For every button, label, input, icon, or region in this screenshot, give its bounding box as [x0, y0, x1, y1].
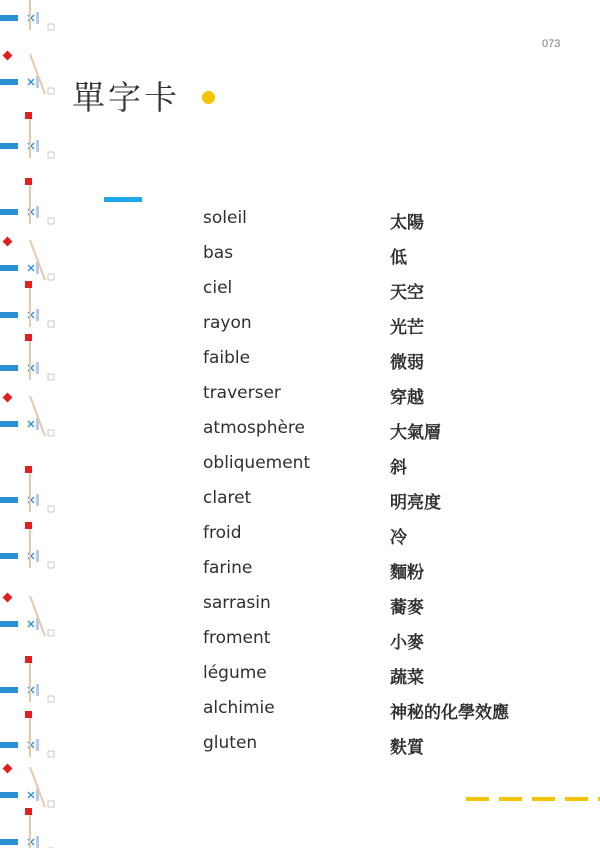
- vocab-chinese: 天空: [390, 283, 424, 303]
- vocab-french: ciel: [203, 278, 233, 298]
- vocab-row: [0, 278, 600, 313]
- deco-outline-square: [48, 321, 54, 327]
- deco-red-flag: [25, 281, 32, 288]
- margin-motif: [0, 237, 54, 280]
- margin-motif: [0, 711, 54, 757]
- deco-cross: [28, 621, 34, 627]
- vocab-french: claret: [203, 488, 252, 508]
- deco-blue-bar: [0, 365, 18, 371]
- deco-outline-square: [48, 152, 54, 158]
- vocab-row: [0, 488, 600, 523]
- deco-red-flag: [25, 808, 32, 815]
- deco-blue-bar: [0, 143, 18, 149]
- deco-blue-bar: [0, 742, 18, 748]
- vocab-chinese: 冷: [390, 528, 407, 548]
- margin-motif: [0, 334, 54, 380]
- deco-outline-square: [48, 24, 54, 30]
- vocab-french: froid: [203, 523, 242, 543]
- deco-blue-bar: [0, 621, 18, 627]
- deco-cross: [28, 79, 34, 85]
- deco-red-flag: [25, 178, 32, 185]
- vocab-row: [0, 208, 600, 243]
- vocab-french: légume: [203, 663, 267, 683]
- vocab-french: farine: [203, 558, 253, 578]
- vocab-french: rayon: [203, 313, 252, 333]
- vocab-french: atmosphère: [203, 418, 305, 438]
- vocab-chinese: 太陽: [390, 213, 424, 233]
- deco-outline-square: [48, 562, 54, 568]
- deco-outline-square: [48, 88, 54, 94]
- title-dot-icon: [202, 91, 215, 104]
- vocab-row: [0, 663, 600, 698]
- deco-stick: [36, 739, 39, 751]
- deco-outline-square: [48, 801, 54, 807]
- vocab-row: [0, 383, 600, 418]
- deco-outline-square: [48, 218, 54, 224]
- margin-motif: [0, 281, 54, 327]
- deco-blue-bar: [0, 209, 18, 215]
- deco-red-flag: [3, 593, 13, 603]
- deco-blue-bar: [0, 79, 18, 85]
- deco-blue-bar: [0, 792, 18, 798]
- deco-red-flag: [3, 51, 13, 61]
- vocab-chinese: 斜: [390, 458, 407, 478]
- dash-segment: [532, 797, 555, 801]
- vocab-french: gluten: [203, 733, 258, 753]
- deco-outline-square: [48, 630, 54, 636]
- margin-motif: [0, 656, 54, 702]
- yellow-dashed-line: [466, 797, 600, 801]
- deco-outline-square: [48, 506, 54, 512]
- vocab-row: [0, 593, 600, 628]
- deco-outline-square: [48, 374, 54, 380]
- deco-stick: [36, 140, 39, 152]
- deco-blue-bar: [0, 15, 18, 21]
- vocab-french: alchimie: [203, 698, 275, 718]
- deco-red-flag: [25, 522, 32, 529]
- page-title: 單字卡: [72, 78, 180, 117]
- deco-outline-square: [48, 751, 54, 757]
- deco-cross: [28, 421, 34, 427]
- vocab-row: [0, 628, 600, 663]
- deco-blue-bar: [0, 421, 18, 427]
- deco-red-flag: [25, 112, 32, 119]
- deco-outline-square: [48, 274, 54, 280]
- vocab-row: [0, 558, 600, 593]
- deco-red-flag: [25, 711, 32, 718]
- vocab-chinese: 麵粉: [390, 563, 424, 583]
- vocab-row: [0, 348, 600, 383]
- margin-motif: [0, 0, 54, 30]
- dash-segment: [466, 797, 489, 801]
- deco-outline-square: [48, 696, 54, 702]
- deco-red-flag: [25, 466, 32, 473]
- vocab-row: [0, 453, 600, 488]
- margin-motif: [0, 112, 54, 158]
- deco-stick: [36, 309, 39, 321]
- vocab-chinese: 明亮度: [390, 493, 441, 513]
- vocab-chinese: 蔬菜: [390, 668, 424, 688]
- vocab-french: soleil: [203, 208, 247, 228]
- vocab-row: [0, 698, 600, 733]
- deco-red-flag: [25, 656, 32, 663]
- deco-blue-bar: [0, 687, 18, 693]
- vocab-chinese: 蕎麥: [390, 598, 424, 618]
- deco-red-flag: [3, 393, 13, 403]
- title-group: [72, 72, 215, 119]
- vocab-french: obliquement: [203, 453, 311, 473]
- deco-red-flag: [3, 764, 13, 774]
- vocab-chinese: 光芒: [390, 318, 424, 338]
- vocab-chinese: 穿越: [390, 388, 424, 408]
- dash-segment: [499, 797, 522, 801]
- deco-stick: [36, 836, 39, 848]
- deco-blue-bar: [0, 553, 18, 559]
- deco-red-flag: [3, 237, 13, 247]
- margin-motif: [0, 178, 54, 224]
- deco-blue-bar: [0, 839, 18, 845]
- margin-motif: [0, 593, 54, 636]
- blue-accent-bar: [104, 197, 142, 202]
- deco-stick: [36, 494, 39, 506]
- margin-motif: [0, 466, 54, 512]
- vocab-french: bas: [203, 243, 234, 263]
- deco-stick: [36, 12, 39, 24]
- deco-stick: [36, 206, 39, 218]
- vocab-chinese: 小麥: [390, 633, 424, 653]
- margin-motif: [0, 393, 54, 436]
- deco-outline-square: [48, 430, 54, 436]
- deco-stick: [36, 362, 39, 374]
- deco-blue-bar: [0, 312, 18, 318]
- vocab-chinese: 麩質: [390, 738, 424, 758]
- vocab-chinese: 大氣層: [390, 423, 441, 443]
- margin-motif: [0, 51, 54, 94]
- vocab-row: [0, 243, 600, 278]
- margin-motif: [0, 808, 54, 848]
- deco-cross: [28, 792, 34, 798]
- page-number: 073: [542, 38, 561, 50]
- margin-decoration: [0, 0, 64, 848]
- deco-red-flag: [25, 334, 32, 341]
- vocab-french: froment: [203, 628, 271, 648]
- vocab-chinese: 低: [390, 248, 407, 268]
- vocab-chinese: 神秘的化學效應: [390, 703, 509, 723]
- vocab-chinese: 微弱: [390, 353, 424, 373]
- deco-blue-bar: [0, 497, 18, 503]
- margin-motif: [0, 764, 54, 807]
- vocab-row: [0, 313, 600, 348]
- deco-cross: [28, 265, 34, 271]
- vocab-french: traverser: [203, 383, 281, 403]
- dash-segment: [565, 797, 588, 801]
- deco-stick: [36, 684, 39, 696]
- vocab-row: [0, 523, 600, 558]
- vocab-row: [0, 418, 600, 453]
- vocab-french: faible: [203, 348, 251, 368]
- deco-blue-bar: [0, 265, 18, 271]
- vocab-row: [0, 733, 600, 768]
- margin-motif: [0, 522, 54, 568]
- vocab-french: sarrasin: [203, 593, 271, 613]
- deco-stick: [36, 550, 39, 562]
